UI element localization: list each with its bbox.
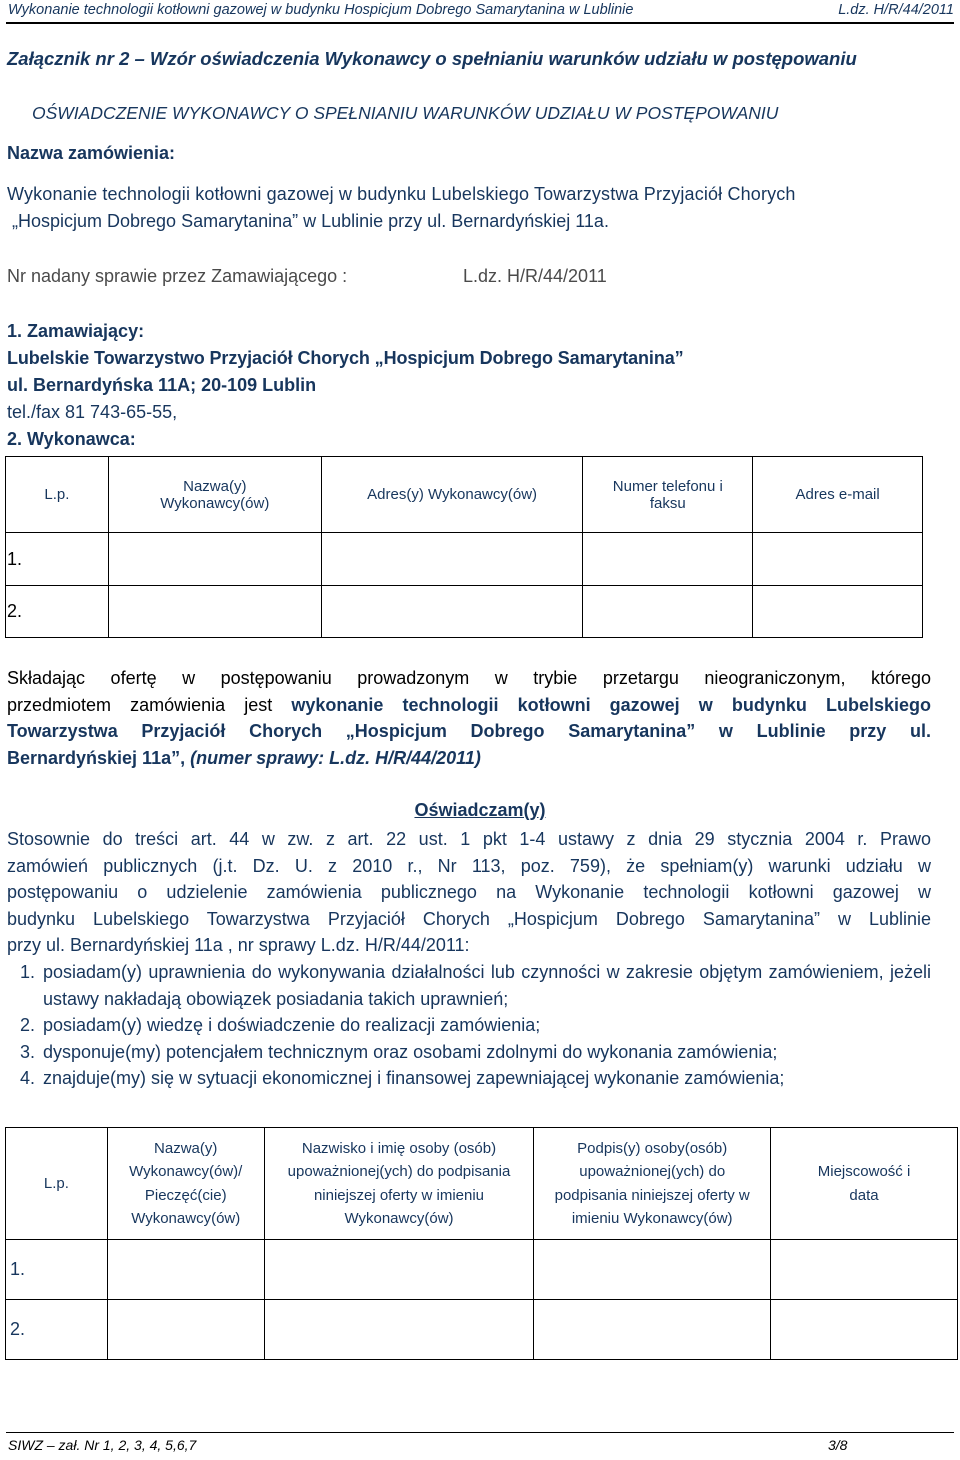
col-contractor-address: Adres(y) Wykonawcy(ów) [321, 457, 583, 533]
signature-cell[interactable] [534, 1240, 771, 1300]
contractor-name-cell[interactable] [108, 533, 321, 586]
contractor-stamp-cell[interactable] [107, 1300, 264, 1360]
case-number-label: Nr nadany sprawie przez Zamawiającego : [7, 266, 348, 286]
ordering-party-heading: 1. Zamawiający: [7, 321, 145, 341]
col-email: Adres e-mail [753, 457, 923, 533]
declaration-line-3: postępowaniu o udzielenie zamówienia publicznego na Wykonanie technologii kotłowni gazowej w [7, 882, 931, 902]
header-rule [6, 22, 954, 24]
signature-table [5, 1127, 958, 1360]
list-item-number: 3. [20, 1041, 36, 1062]
row-number: 1. [6, 1240, 108, 1300]
ordering-party-phone: tel./fax 81 743-65-55, [7, 402, 178, 422]
offer-paragraph [7, 665, 931, 771]
ordering-party-name: Lubelskie Towarzystwo Przyjaciół Chorych „Hospicjum Dobrego Samarytanina” [7, 348, 684, 368]
list-item-number: 2. [20, 1015, 36, 1035]
place-date-cell[interactable] [771, 1300, 958, 1360]
offer-line-1: Składając ofertę w postępowaniu prowadzonym w trybie przetargu nieograniczonym, którego [7, 668, 931, 688]
contractor-email-cell[interactable] [753, 533, 923, 586]
table-row [6, 1300, 958, 1360]
row-number: 2. [6, 586, 109, 638]
list-item-text: posiadam(y) wiedzę i doświadczenie do realizacji zamówienia; [43, 1015, 541, 1035]
contractor-address-cell[interactable] [321, 586, 583, 638]
declaration-line-4: budynku Lubelskiego Towarzystwa Przyjaciół Chorych „Hospicjum Dobrego Samarytanina” w Lublinie [7, 908, 931, 929]
col-lp: L.p. [6, 457, 109, 533]
offer-line-2 [7, 692, 931, 719]
case-number-value: L.dz. H/R/44/2011 [463, 266, 607, 286]
row-number: 1. [6, 533, 109, 586]
col-place-date: Miejscowość i data [771, 1128, 958, 1240]
offer-line-4 [7, 745, 931, 772]
contractor-table [5, 456, 923, 638]
list-item [7, 1012, 931, 1039]
declaration-heading: Oświadczam(y) [414, 800, 546, 820]
header-title: Wykonanie technologii kotłowni gazowej w budynku Hospicjum Dobrego Samarytanina w Lublinie [8, 2, 634, 18]
order-name-label: Nazwa zamówienia: [7, 143, 176, 163]
declaration-line-2: zamówień publicznych (j.t. Dz. U. z 2010 r., Nr 113, poz. 759), że spełniam(y) warunki udziału w [7, 855, 931, 876]
contractor-name-cell[interactable] [108, 586, 321, 638]
col-contractor-stamp: Nazwa(y) Wykonawcy(ów)/ Pieczęć(cie) Wykonawcy(ów) [107, 1128, 264, 1240]
col-signature: Podpis(y) osoby(osób) upoważnionej(ych) do podpisania niniejszej oferty w imieniu Wykonawcy(ów) [534, 1128, 771, 1240]
signature-table-header [6, 1128, 958, 1240]
offer-line-3: Towarzystwa Przyjaciół Chorych „Hospicjum Dobrego Samarytanina” w Lublinie przy ul. [7, 721, 931, 741]
contractor-table-header [6, 457, 923, 533]
contractor-phone-cell[interactable] [583, 586, 753, 638]
col-contractor-name: Nazwa(y) Wykonawcy(ów) [108, 457, 321, 533]
offer-subject: wykonanie technologii kotłowni gazowej w budynku Lubelskiego [291, 694, 931, 715]
col-authorized-person: Nazwisko i imię osoby (osób) upoważnionej(ych) do podpisania niniejszej oferty w imieniu Wykonawcy(ów) [264, 1128, 534, 1240]
list-item [7, 1065, 931, 1092]
place-date-cell[interactable] [771, 1240, 958, 1300]
footer-doc-id: SIWZ – zał. Nr 1, 2, 3, 4, 5,6,7 [8, 1437, 197, 1453]
running-header [8, 0, 954, 22]
contractor-address-cell[interactable] [321, 533, 583, 586]
declaration-line-5: przy ul. Bernardyńskiej 11a , nr sprawy L.dz. H/R/44/2011: [7, 935, 470, 955]
list-item-text: znajduje(my) się w sytuacji ekonomicznej i finansowej zapewniającej wykonanie zamówienia; [43, 1068, 785, 1088]
offer-subject-end: Bernardyńskiej 11a”, [7, 747, 191, 768]
list-item [7, 1039, 931, 1066]
col-lp: L.p. [6, 1128, 108, 1240]
list-item-text: posiadam(y) uprawnienia do wykonywania działalności lub czynności w zakresie objętym zamówieniem, jeżeli ustawy nakładają obowiązek posiadania takich uprawnień; [43, 962, 931, 1009]
table-row [6, 1240, 958, 1300]
list-item [7, 959, 931, 1012]
page-number: 3/8 [828, 1437, 848, 1453]
declaration-line-1: Stosownie do treści art. 44 w zw. z art. 22 ust. 1 pkt 1-4 ustawy z dnia 29 stycznia 2004 r. Prawo [7, 829, 931, 849]
attachment-title: Załącznik nr 2 – Wzór oświadczenia Wykonawcy o spełnianiu warunków udziału w postępowaniu [7, 48, 857, 69]
contractor-stamp-cell[interactable] [107, 1240, 264, 1300]
signature-cell[interactable] [534, 1300, 771, 1360]
declaration-list [7, 959, 931, 1092]
col-phone-fax: Numer telefonu i faksu [583, 457, 753, 533]
offer-case-number: (numer sprawy: L.dz. H/R/44/2011) [190, 747, 481, 768]
header-case-number: L.dz. H/R/44/2011 [838, 2, 954, 18]
row-number: 2. [6, 1300, 108, 1360]
contractor-heading: 2. Wykonawca: [7, 429, 136, 449]
list-item-text: dysponuje(my) potencjałem technicznym oraz osobami zdolnymi do wykonania zamówienia; [43, 1041, 778, 1062]
offer-line-2-text: przedmiotem zamówienia jest [7, 694, 292, 715]
authorized-person-cell[interactable] [264, 1240, 534, 1300]
footer-rule [6, 1432, 954, 1433]
authorized-person-cell[interactable] [264, 1300, 534, 1360]
order-name-line-1: Wykonanie technologii kotłowni gazowej w budynku Lubelskiego Towarzystwa Przyjaciół Chorych [7, 184, 796, 204]
contractor-email-cell[interactable] [753, 586, 923, 638]
contractor-phone-cell[interactable] [583, 533, 753, 586]
list-item-number: 4. [20, 1068, 36, 1088]
list-item-number: 1. [20, 962, 36, 982]
statement-title: OŚWIADCZENIE WYKONAWCY O SPEŁNIANIU WARUNKÓW UDZIAŁU W POSTĘPOWANIU [32, 103, 779, 123]
ordering-party-address: ul. Bernardyńska 11A; 20-109 Lublin [7, 375, 317, 395]
table-row [6, 586, 923, 638]
table-row [6, 533, 923, 586]
order-name-line-2: „Hospicjum Dobrego Samarytanina” w Lublinie przy ul. Bernardyńskiej 11a. [12, 211, 609, 231]
declaration-paragraph [7, 826, 931, 959]
